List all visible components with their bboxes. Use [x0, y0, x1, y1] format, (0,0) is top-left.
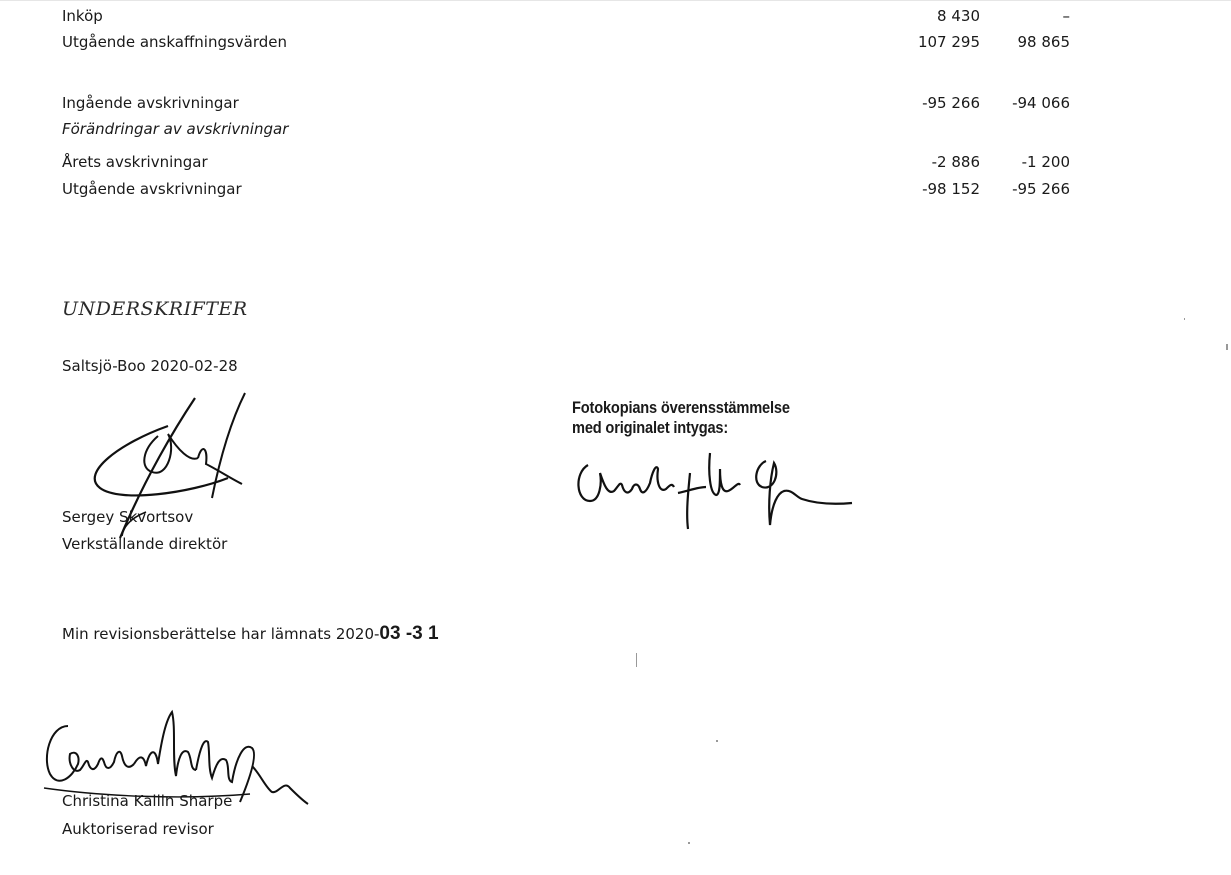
- scan-speck: [688, 842, 690, 844]
- value-previous-year: -94 066: [1012, 94, 1070, 112]
- row-label: Årets avskrivningar: [62, 153, 208, 171]
- scan-speck: [716, 740, 718, 742]
- row-label: Förändringar av avskrivningar: [62, 120, 289, 138]
- row-label: Inköp: [62, 7, 103, 25]
- ceo-name: Sergey Skvortsov: [62, 508, 194, 526]
- table-row: [62, 120, 1092, 144]
- audit-date-handwritten: 03 -3 1: [379, 623, 439, 644]
- value-current-year: -2 886: [931, 153, 980, 171]
- ceo-title: Verkställande direktör: [62, 535, 228, 553]
- scan-speck: [636, 653, 637, 667]
- value-previous-year: -1 200: [1021, 153, 1070, 171]
- value-previous-year: -95 266: [1012, 180, 1070, 198]
- table-row: [62, 94, 1092, 118]
- auditor-name: Christina Kallin Sharpe: [62, 792, 233, 810]
- table-row: [62, 7, 1092, 31]
- value-previous-year: –: [1062, 7, 1070, 25]
- row-label: Ingående avskrivningar: [62, 94, 239, 112]
- auditor-title: Auktoriserad revisor: [62, 820, 214, 838]
- value-current-year: -98 152: [922, 180, 980, 198]
- row-label: Utgående anskaffningsvärden: [62, 33, 288, 51]
- value-current-year: 107 295: [917, 33, 980, 51]
- page-top-border: [0, 0, 1231, 5]
- value-current-year: -95 266: [922, 94, 980, 112]
- row-label: Utgående avskrivningar: [62, 180, 242, 198]
- stamp-line-1: Fotokopians överensstämmelse: [572, 398, 790, 417]
- scan-speck: [1226, 344, 1228, 350]
- place-date: Saltsjö-Boo 2020-02-28: [62, 357, 238, 375]
- section-heading: UNDERSKRIFTER: [62, 298, 248, 320]
- certification-stamp: [572, 398, 790, 438]
- value-current-year: 8 430: [937, 7, 980, 25]
- certification-signature: [570, 443, 860, 533]
- table-row: [62, 180, 1092, 204]
- table-row: [62, 33, 1092, 57]
- value-previous-year: 98 865: [1017, 33, 1070, 51]
- audit-statement: [62, 623, 439, 645]
- table-row: [62, 153, 1092, 177]
- scan-speck: [1184, 318, 1185, 320]
- auditor-signature: [40, 708, 310, 828]
- audit-statement-text: Min revisionsberättelse har lämnats 2020-: [62, 625, 380, 643]
- stamp-line-2: med originalet intygas:: [572, 418, 729, 437]
